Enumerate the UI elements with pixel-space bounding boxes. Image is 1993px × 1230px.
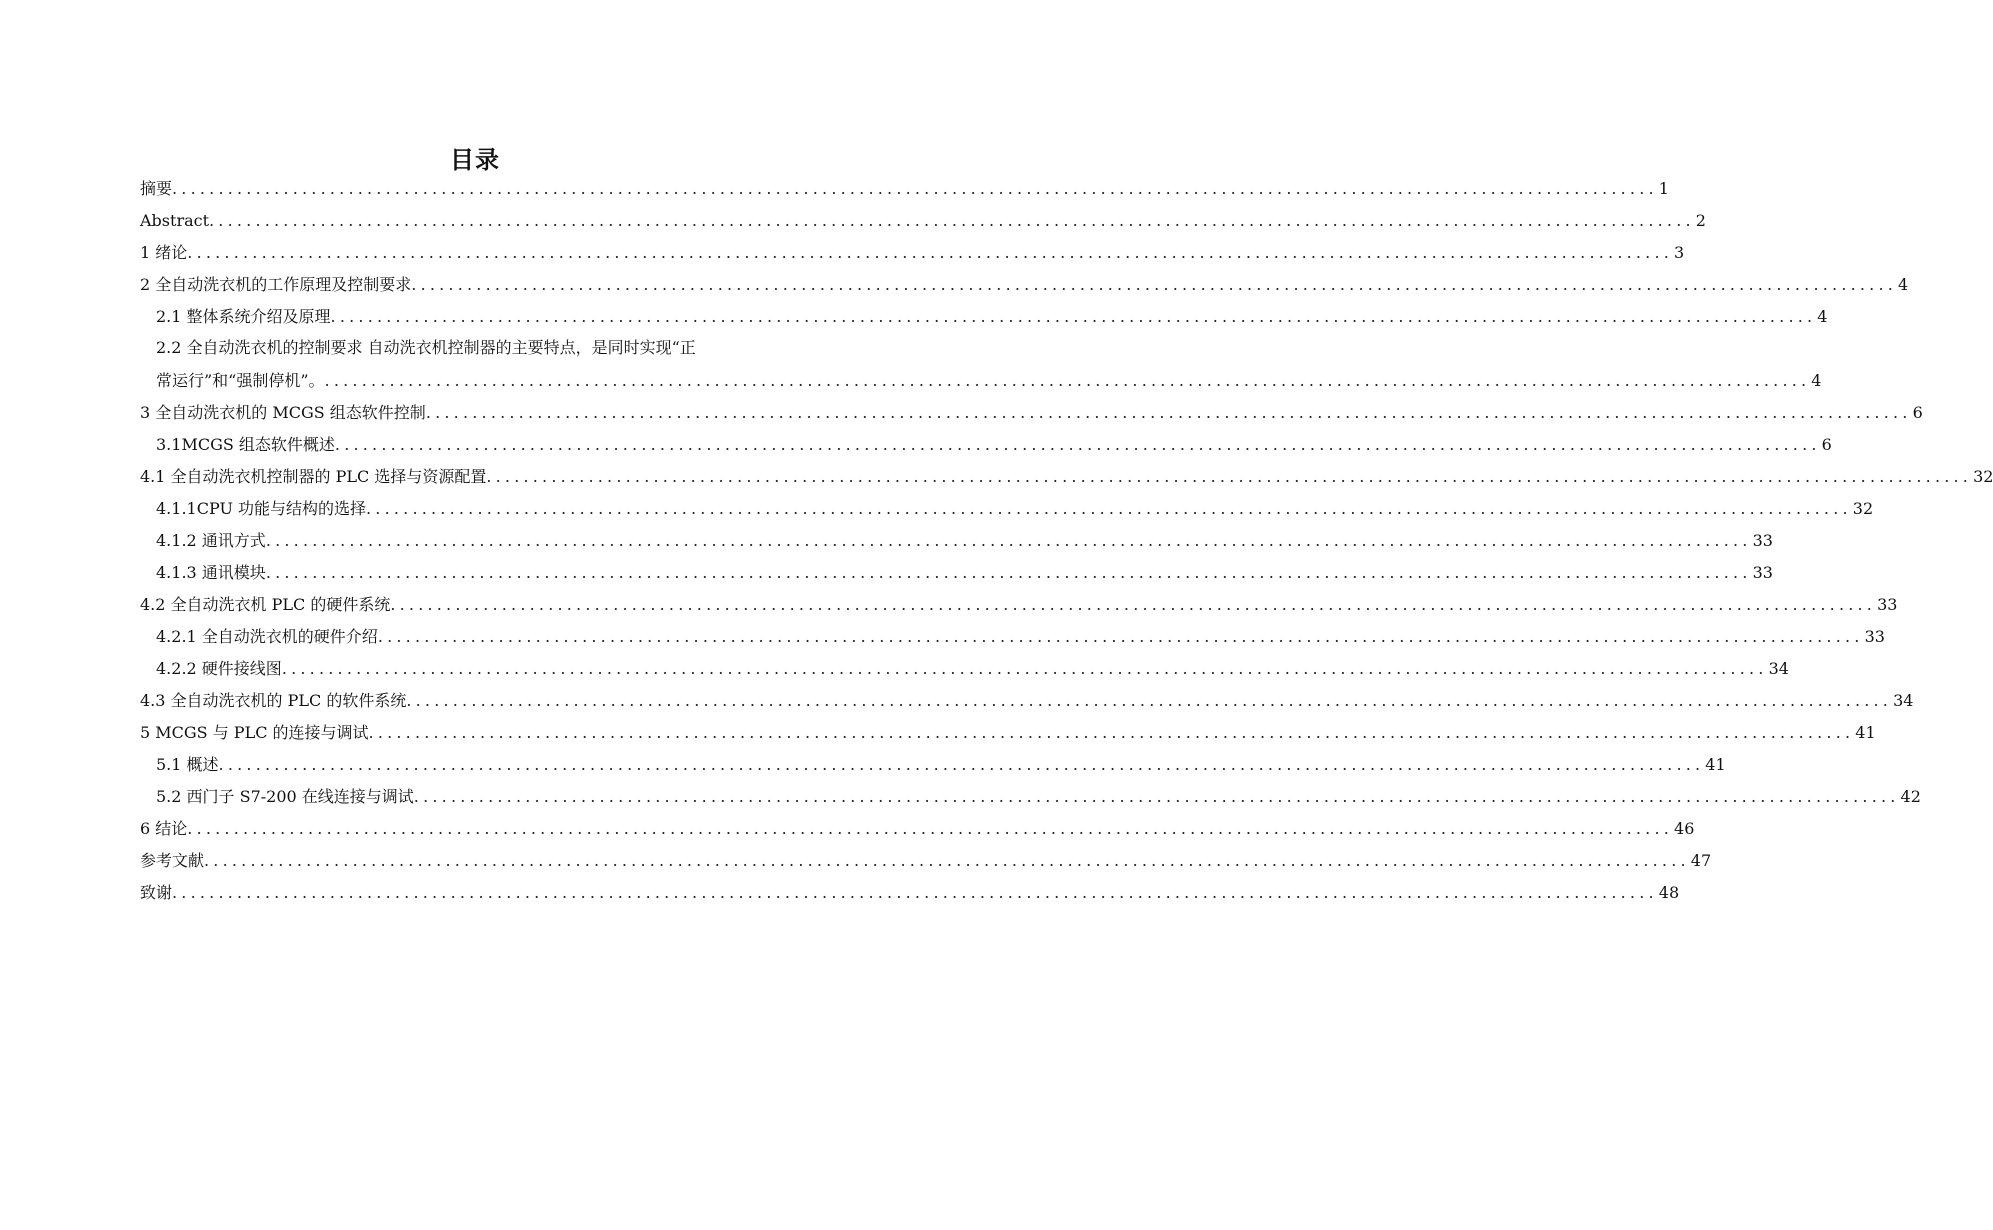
- toc-entry-page: 34: [1768, 659, 1789, 678]
- toc-entry-title: 4.1.1CPU 功能与结构的选择: [156, 499, 367, 518]
- toc-entry-title-continued: 常运行”和“强制停机”。: [156, 371, 325, 390]
- dot-leader: ................................................................................................................................................................: [486, 467, 1973, 486]
- toc-entry-page: 4: [1898, 275, 1909, 294]
- toc-entry-page: 41: [1855, 723, 1876, 742]
- dot-leader: ................................................................................................................................................................: [204, 851, 1690, 870]
- toc-entry[interactable]: [140, 202, 1706, 234]
- toc-entry-page: 6: [1912, 403, 1923, 422]
- toc-entry-page: 3: [1674, 243, 1685, 262]
- toc-entry-title: 4.2.2 硬件接线图: [156, 659, 282, 678]
- toc-entry-page: 1: [1658, 179, 1669, 198]
- toc-entry[interactable]: [140, 490, 1874, 522]
- toc-entry[interactable]: [140, 810, 1695, 842]
- dot-leader: ................................................................................................................................................................: [368, 723, 1855, 742]
- dot-leader: ................................................................................................................................................................: [366, 499, 1852, 518]
- dot-leader: ................................................................................................................................................................: [377, 627, 1864, 646]
- dot-leader: ................................................................................................................................................................: [330, 307, 1817, 326]
- toc-entry-title: 5 MCGS 与 PLC 的连接与调试: [140, 723, 369, 742]
- toc-entry[interactable]: [140, 298, 1828, 330]
- dot-leader: ................................................................................................................................................................: [209, 211, 1695, 230]
- toc-entry-title: 2.2 全自动洗衣机的控制要求 自动洗衣机控制器的主要特点，是同时实现“正: [156, 338, 696, 357]
- dot-leader: ................................................................................................................................................................: [187, 819, 1674, 838]
- toc-entry[interactable]: [140, 874, 1680, 906]
- toc-entry[interactable]: [140, 234, 1685, 266]
- toc-entry[interactable]: [140, 618, 1885, 650]
- toc-entry-title: 3 全自动洗衣机的 MCGS 组态软件控制: [140, 403, 426, 422]
- toc-entry-page: 33: [1864, 627, 1885, 646]
- toc-entry[interactable]: [140, 586, 1898, 618]
- toc-entry-page: 32: [1852, 499, 1874, 518]
- toc-entry-title: 4.1.2 通讯方式: [156, 531, 266, 550]
- toc-entry-title: 4.1 全自动洗衣机控制器的 PLC 选择与资源配置: [140, 467, 487, 486]
- toc-entry-page: 48: [1658, 883, 1680, 902]
- toc-entry-title: 2 全自动洗衣机的工作原理及控制要求: [140, 275, 412, 294]
- toc-entry-page: 42: [1900, 787, 1921, 806]
- toc-entry-page: 4: [1817, 307, 1828, 326]
- toc-entry-page: 2: [1695, 211, 1706, 230]
- toc-entry-title: 摘要: [140, 179, 173, 198]
- toc-entry-page: 6: [1821, 435, 1832, 454]
- dot-leader: ................................................................................................................................................................: [265, 531, 1752, 550]
- toc-entry[interactable]: [140, 330, 1822, 394]
- toc-entry-title: 6 结论: [140, 819, 188, 838]
- toc-entry-title: 致谢: [140, 883, 173, 902]
- toc-entry-title: 5.2 西门子 S7-200 在线连接与调试: [156, 787, 414, 806]
- toc-entry-title: 4.1.3 通讯模块: [156, 563, 266, 582]
- toc-entry[interactable]: [140, 650, 1789, 682]
- toc-entry[interactable]: [140, 746, 1726, 778]
- toc-entry[interactable]: [140, 522, 1773, 554]
- toc-entry-page: 46: [1674, 819, 1695, 838]
- toc-entry-title: 5.1 概述: [156, 755, 219, 774]
- toc-entry[interactable]: [140, 394, 1923, 426]
- toc-entry-page: 32: [1973, 467, 1993, 486]
- toc-entry[interactable]: [140, 426, 1832, 458]
- toc-entry-title: 1 绪论: [140, 243, 188, 262]
- toc-entry[interactable]: [140, 458, 1993, 490]
- toc-title: 目录: [450, 146, 500, 174]
- toc-entry-title: 4.2 全自动洗衣机 PLC 的硬件系统: [140, 595, 391, 614]
- dot-leader: ................................................................................................................................................................: [390, 595, 1877, 614]
- toc-entry-title: 3.1MCGS 组态软件概述: [156, 435, 335, 454]
- toc-entry-page: 33: [1752, 563, 1773, 582]
- dot-leader: ................................................................................................................................................................: [218, 755, 1705, 774]
- dot-leader: ................................................................................................................................................................: [406, 691, 1893, 710]
- toc-entry[interactable]: [140, 778, 1921, 810]
- dot-leader: ................................................................................................................................................................: [265, 563, 1752, 582]
- toc-entry-page: 4: [1811, 371, 1822, 390]
- toc-entry[interactable]: [140, 842, 1712, 874]
- toc-entry-page: 41: [1705, 755, 1726, 774]
- dot-leader: ................................................................................................................................................................: [281, 659, 1768, 678]
- toc-entry-title: 4.2.1 全自动洗衣机的硬件介绍: [156, 627, 378, 646]
- toc-entry[interactable]: [140, 714, 1876, 746]
- toc-entry[interactable]: [140, 682, 1914, 714]
- toc-entry[interactable]: [140, 554, 1773, 586]
- dot-leader: ................................................................................................................................................................: [413, 787, 1900, 806]
- toc-entry[interactable]: [140, 266, 1909, 298]
- toc-entry[interactable]: [140, 170, 1669, 202]
- toc-entry-title: 2.1 整体系统介绍及原理: [156, 307, 331, 326]
- dot-leader: ................................................................................................................................................................: [172, 883, 1658, 902]
- toc-entry-title: 参考文献: [140, 851, 205, 870]
- table-of-contents: [140, 170, 1993, 906]
- dot-leader: ................................................................................................................................................................: [324, 371, 1811, 390]
- toc-entry-page: 34: [1893, 691, 1914, 710]
- dot-leader: ................................................................................................................................................................: [411, 275, 1898, 294]
- toc-entry-title: Abstract: [140, 211, 210, 230]
- toc-entry-title: 4.3 全自动洗衣机的 PLC 的软件系统: [140, 691, 407, 710]
- toc-entry-page: 33: [1877, 595, 1898, 614]
- toc-entry-page: 47: [1690, 851, 1712, 870]
- dot-leader: ................................................................................................................................................................: [334, 435, 1821, 454]
- dot-leader: ................................................................................................................................................................: [187, 243, 1674, 262]
- dot-leader: ................................................................................................................................................................: [172, 179, 1658, 198]
- dot-leader: ................................................................................................................................................................: [425, 403, 1912, 422]
- toc-entry-page: 33: [1752, 531, 1773, 550]
